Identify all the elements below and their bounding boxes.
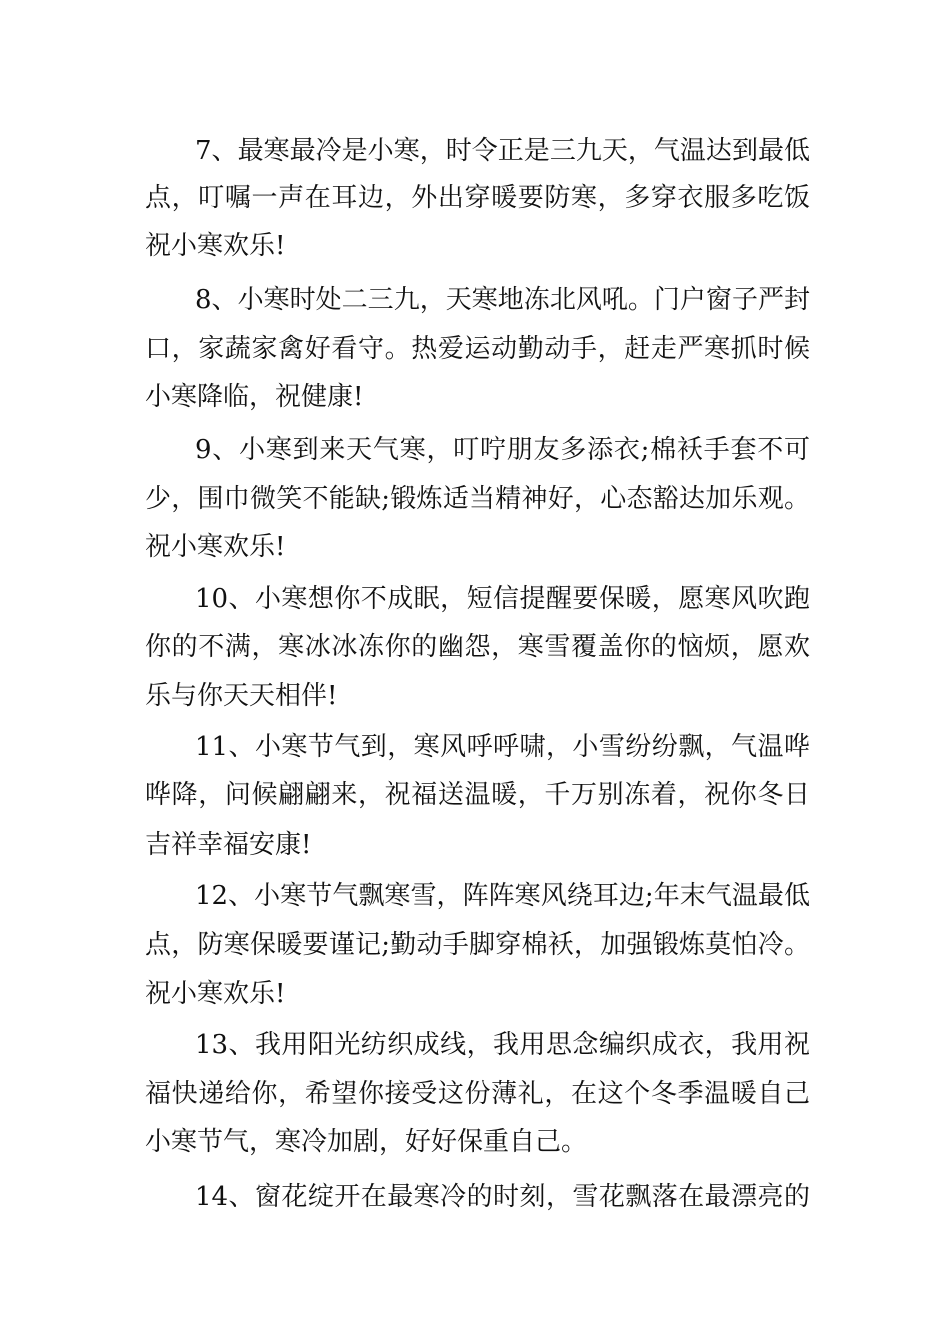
paragraph-line: 7、最寒最冷是小寒，时令正是三九天，气温达到最低 <box>195 136 810 166</box>
paragraph-line: 你的不满，寒冰冰冻你的幽怨，寒雪覆盖你的恼烦，愿欢 <box>145 632 810 662</box>
paragraph-line: 少，围巾微笑不能缺;锻炼适当精神好，心态豁达加乐观。 <box>145 484 810 514</box>
paragraph-line: 12、小寒节气飘寒雪，阵阵寒风绕耳边;年末气温最低 <box>195 881 810 911</box>
paragraph-line: 小寒降临，祝健康! <box>145 382 364 412</box>
paragraph-line: 祝小寒欢乐! <box>145 979 286 1009</box>
paragraph-line: 点，叮嘱一声在耳边，外出穿暖要防寒，多穿衣服多吃饭 <box>145 183 810 213</box>
paragraph-line: 哗降，问候翩翩来，祝福送温暖，千万别冻着，祝你冬日 <box>145 780 810 810</box>
paragraph-line: 11、小寒节气到，寒风呼呼啸，小雪纷纷飘，气温哗 <box>195 732 810 762</box>
paragraph-line: 9、小寒到来天气寒，叮咛朋友多添衣;棉袄手套不可 <box>195 435 810 465</box>
paragraph-line: 14、窗花绽开在最寒冷的时刻，雪花飘落在最漂亮的 <box>195 1182 810 1212</box>
paragraph-line: 点，防寒保暖要谨记;勤动手脚穿棉袄，加强锻炼莫怕冷。 <box>145 930 810 960</box>
paragraph-line: 10、小寒想你不成眠，短信提醒要保暖，愿寒风吹跑 <box>195 584 810 614</box>
paragraph-line: 福快递给你，希望你接受这份薄礼，在这个冬季温暖自己 <box>145 1079 810 1109</box>
paragraph-line: 祝小寒欢乐! <box>145 231 286 261</box>
paragraph-line: 小寒节气，寒冷加剧，好好保重自己。 <box>145 1127 588 1157</box>
paragraph-line: 13、我用阳光纺织成线，我用思念编织成衣，我用祝 <box>195 1030 810 1060</box>
paragraph-line: 乐与你天天相伴! <box>145 681 338 711</box>
paragraph-line: 口，家蔬家禽好看守。热爱运动勤动手，赶走严寒抓时候 <box>145 334 810 364</box>
paragraph-line: 吉祥幸福安康! <box>145 830 312 860</box>
paragraph-line: 8、小寒时处二三九，天寒地冻北风吼。门户窗子严封 <box>195 285 810 315</box>
paragraph-line: 祝小寒欢乐! <box>145 532 286 562</box>
